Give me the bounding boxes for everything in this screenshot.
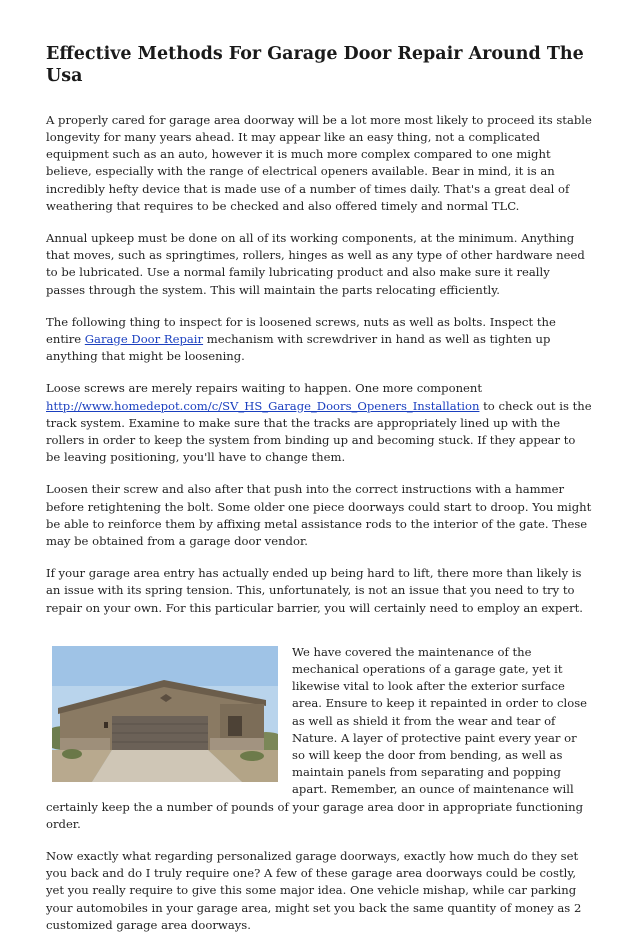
paragraph-4-text-after: to check out is the track system. Examine to make sure that the tracks are appropriately lined up with the rollers in order to keep the system from binding up and becoming stuck. If they appear to be leaving positioning, you'll have to change them.	[46, 398, 592, 465]
paragraph-5: Loosen their screw and also after that push into the correct instructions with a hammer before retightening the bolt. Some older one piece doorways could start to droop. You might be able to reinforce them by affixing metal assistance rods to the interior of the gate. These may be obtained from a garage door vendor.	[46, 482, 592, 549]
paragraph-4	[46, 380, 592, 466]
image-text-block	[46, 644, 592, 833]
paragraph-7: We have covered the maintenance of the mechanical operations of a garage gate, yet it likewise vital to look after the exterior surface area. Ensure to keep it repainted in order to close as well as shield it from the wear and tear of Nature. A layer of protective paint every year or so will keep the door from bending, as well as maintain panels from separating and popping apart. Remember, an ounce of maintenance will certainly keep the a number of pounds of your garage area door in appropriate functioning order.	[46, 644, 588, 831]
house-garage-photo	[52, 646, 278, 782]
homedepot-url-link[interactable]: http://www.homedepot.com/c/SV_HS_Garage_Doors_Openers_Installation	[46, 398, 480, 413]
paragraph-4-text-before: Loose screws are merely repairs waiting to happen. One more component	[46, 381, 483, 396]
paragraph-1: A properly cared for garage area doorway will be a lot more most likely to proceed its stable longevity for many years ahead. It may appear like an easy thing, not a complicated equipment such as an auto, however it is much more complex compared to one might believe, especially with the range of electrical openers available. Bear in mind, it is an incredibly hefty device that is made use of a number of times daily. That's a great deal of weathering that requires to be checked and also offered timely and normal TLC.	[46, 112, 592, 213]
paragraph-2: Annual upkeep must be done on all of its working components, at the minimum. Anything that moves, such as springtimes, rollers, hinges as well as any type of other hardware need to be lubricated. Use a normal family lubricating product and also make sure it really passes through the system. This will maintain the parts relocating efficiently.	[46, 230, 585, 297]
page-title: Effective Methods For Garage Door Repair Around The Usa	[46, 44, 584, 86]
paragraph-3	[46, 314, 592, 366]
paragraph-6: If your garage area entry has actually ended up being hard to lift, there more than likely is an issue with its spring tension. This, unfortunately, is not an issue that you need to try to repair on your own. For this particular barrier, you will certainly need to employ an expert.	[46, 566, 583, 615]
paragraph-8: Now exactly what regarding personalized garage doorways, exactly how much do they set you back and do I truly require one? A few of these garage area doorways could be costly, yet you really require to give this some major idea. One vehicle mishap, while car parking your automobiles in your garage area, might set you back the same quantity of money as 2 customized garage area doorways.	[46, 849, 582, 932]
paragraph-3-text-after: mechanism with screwdriver in hand as well as tighten up anything that might be loosening.	[46, 331, 551, 364]
garage-door-repair-link[interactable]: Garage Door Repair	[84, 331, 204, 346]
paragraph-3-text-before: The following thing to inspect for is loosened screws, nuts as well as bolts. Inspect the entire	[46, 314, 556, 346]
